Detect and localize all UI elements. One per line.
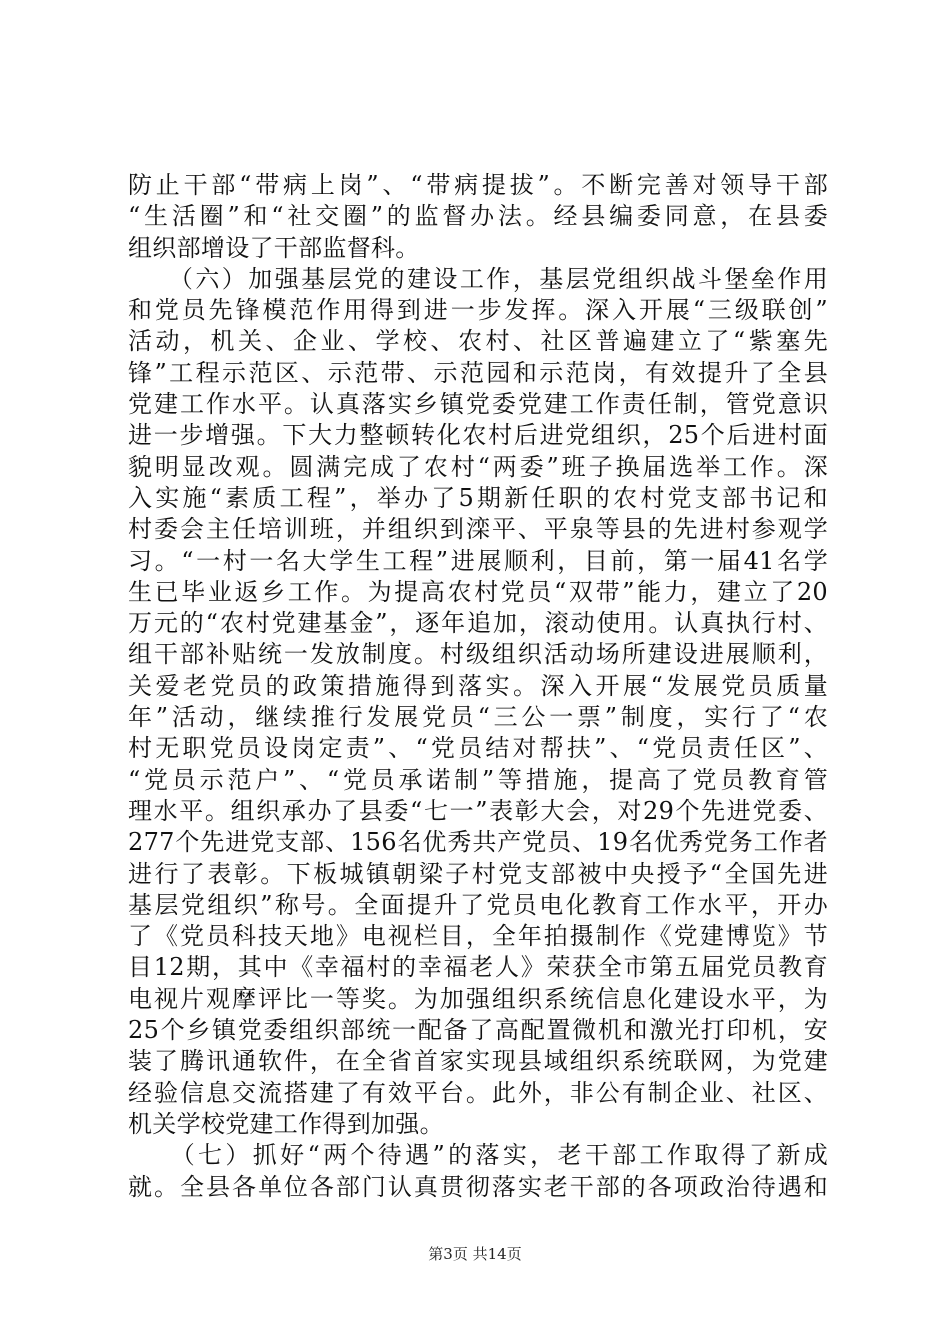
page-footer: 第3页 共14页: [428, 1245, 522, 1263]
text-line: 了《党员科技天地》电视栏目，全年拍摄制作《党建博览》节: [128, 922, 828, 951]
text-line: “党员示范户”、“党员承诺制”等措施，提高了党员教育管: [128, 765, 828, 794]
text-line: 进行了表彰。下板城镇朝梁子村党支部被中央授予“全国先进: [128, 859, 828, 888]
body-text: [128, 170, 828, 1203]
text-line: 装了腾讯通软件，在全省首家实现县域组织系统联网，为党建: [128, 1047, 828, 1076]
text-line: 貌明显改观。圆满完成了农村“两委”班子换届选举工作。深: [128, 452, 828, 481]
text-line: 和党员先锋模范作用得到进一步发挥。深入开展“三级联创”: [128, 296, 828, 325]
text-line: 村委会主任培训班，并组织到滦平、平泉等县的先进村参观学: [128, 515, 828, 544]
text-line: 组织部增设了干部监督科。: [128, 233, 420, 262]
text-line: 电视片观摩评比一等奖。为加强组织系统信息化建设水平，为: [128, 984, 828, 1013]
text-line: 党建工作水平。认真落实乡镇党委党建工作责任制，管党意识: [128, 390, 828, 419]
text-line: 组干部补贴统一发放制度。村级组织活动场所建设进展顺利，: [128, 640, 828, 669]
text-line: 生已毕业返乡工作。为提高农村党员“双带”能力，建立了20: [128, 577, 828, 606]
text-line: “生活圈”和“社交圈”的监督办法。经县编委同意，在县委: [128, 202, 828, 231]
text-line: 基层党组织”称号。全面提升了党员电化教育工作水平，开办: [128, 890, 828, 919]
text-line: 活动，机关、企业、学校、农村、社区普遍建立了“紫塞先: [128, 327, 828, 356]
text-line: 就。全县各单位各部门认真贯彻落实老干部的各项政治待遇和: [128, 1172, 828, 1201]
text-line: 25个乡镇党委组织部统一配备了高配置微机和激光打印机，安: [128, 1016, 828, 1045]
text-line: 万元的“农村党建基金”，逐年追加，滚动使用。认真执行村、: [128, 609, 828, 638]
text-line: 目12期，其中《幸福村的幸福老人》荣获全市第五届党员教育: [128, 953, 828, 982]
text-line: 理水平。组织承办了县委“七一”表彰大会，对29个先进党委、: [128, 796, 828, 825]
text-line: 锋”工程示范区、示范带、示范园和示范岗，有效提升了全县: [128, 358, 828, 387]
text-line: 进一步增强。下大力整顿转化农村后进党组织，25个后进村面: [128, 421, 828, 450]
text-line: 关爱老党员的政策措施得到落实。深入开展“发展党员质量: [128, 671, 828, 700]
text-line: 机关学校党建工作得到加强。: [128, 1109, 444, 1138]
text-line: 习。“一村一名大学生工程”进展顺利，目前，第一届41名学: [128, 546, 828, 575]
text-line: 年”活动，继续推行发展党员“三公一票”制度，实行了“农: [128, 703, 828, 732]
text-line: （七）抓好“两个待遇”的落实，老干部工作取得了新成: [128, 1141, 828, 1170]
text-line: 经验信息交流搭建了有效平台。此外，非公有制企业、社区、: [128, 1078, 828, 1107]
text-line: 277个先进党支部、156名优秀共产党员、19名优秀党务工作者: [128, 828, 828, 857]
text-line: 村无职党员设岗定责”、“党员结对帮扶”、“党员责任区”、: [128, 734, 828, 763]
text-line: 入实施“素质工程”，举办了5期新任职的农村党支部书记和: [128, 483, 828, 512]
text-line: （六）加强基层党的建设工作，基层党组织战斗堡垒作用: [128, 264, 828, 293]
text-line: 防止干部“带病上岗”、“带病提拔”。不断完善对领导干部: [128, 171, 828, 199]
